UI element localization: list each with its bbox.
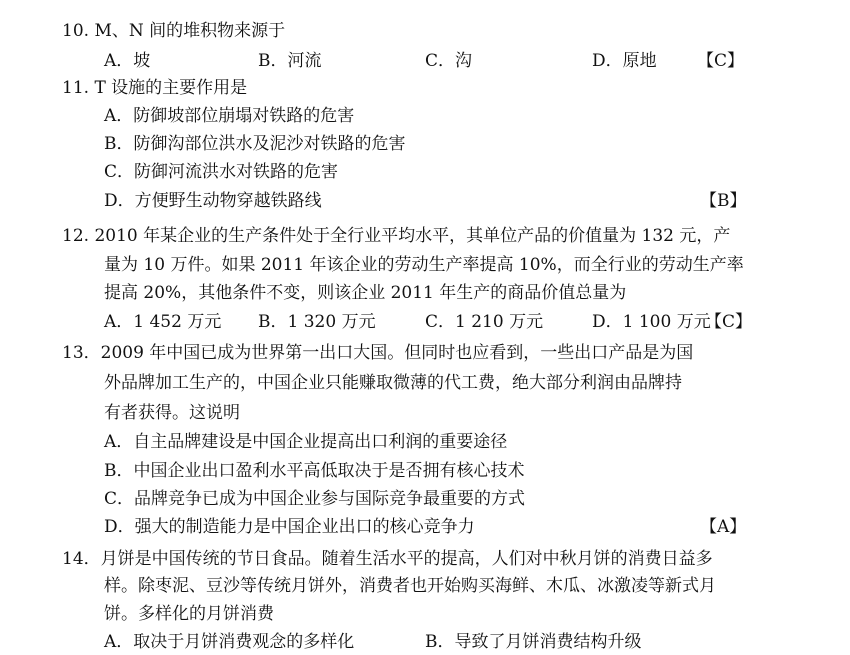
q11-option-b: B．防御沟部位洪水及泥沙对铁路的危害	[104, 134, 406, 154]
q10-option-b: B．河流	[258, 51, 322, 71]
q10-option-a: A．坡	[104, 51, 151, 71]
q12-option-d: D．1 100 万元	[592, 312, 711, 332]
q10-option-c: C．沟	[425, 51, 473, 71]
q13-stem-line-2: 外品牌加工生产的，中国企业只能赚取微薄的代工费，绝大部分利润由品牌持	[104, 373, 682, 393]
q11-stem: 11. T 设施的主要作用是	[62, 78, 248, 98]
q12-option-b: B．1 320 万元	[258, 312, 376, 332]
q13-option-c: C．品牌竞争已成为中国企业参与国际竞争最重要的方式	[104, 489, 526, 509]
q13-option-d: D．强大的制造能力是中国企业出口的核心竞争力	[104, 517, 475, 537]
q14-stem-line-2: 样。除枣泥、豆沙等传统月饼外，消费者也开始购买海鲜、木瓜、冰激凌等新式月	[104, 576, 716, 596]
q11-option-c: C．防御河流洪水对铁路的危害	[104, 162, 339, 182]
q13-option-b: B．中国企业出口盈利水平高低取决于是否拥有核心技术	[104, 461, 525, 481]
q13-answer: 【A】	[700, 517, 747, 537]
q12-stem-line-1: 12. 2010 年某企业的生产条件处于全行业平均水平，其单位产品的价值量为 132 元，产	[62, 226, 731, 246]
q12-stem-line-2: 量为 10 万件。如果 2011 年该企业的劳动生产率提高 10%，而全行业的劳动生产率	[104, 255, 744, 275]
q13-stem-line-1: 13．2009 年中国已成为世界第一出口大国。但同时也应看到，一些出口产品是为国	[62, 343, 694, 363]
q10-option-d: D．原地	[592, 51, 657, 71]
q14-stem-line-1: 14．月饼是中国传统的节日食品。随着生活水平的提高，人们对中秋月饼的消费日益多	[62, 549, 713, 569]
q14-option-b: B．导致了月饼消费结构升级	[425, 632, 642, 652]
q14-stem-line-3: 饼。多样化的月饼消费	[104, 604, 274, 624]
q13-option-a: A．自主品牌建设是中国企业提高出口利润的重要途径	[104, 432, 508, 452]
q11-option-d: D．方便野生动物穿越铁路线	[104, 191, 322, 211]
q12-option-a: A．1 452 万元	[104, 312, 222, 332]
q11-answer: 【B】	[700, 191, 747, 211]
q13-stem-line-3: 有者获得。这说明	[104, 403, 240, 423]
q14-option-a: A．取决于月饼消费观念的多样化	[104, 632, 355, 652]
q10-answer: 【C】	[697, 51, 745, 71]
q12-answer: 【C】	[705, 312, 753, 332]
q11-option-a: A．防御坡部位崩塌对铁路的危害	[104, 106, 355, 126]
q12-stem-line-3: 提高 20%，其他条件不变，则该企业 2011 年生产的商品价值总量为	[104, 283, 627, 303]
q12-option-c: C．1 210 万元	[425, 312, 544, 332]
q10-stem: 10. M、N 间的堆积物来源于	[62, 21, 286, 41]
